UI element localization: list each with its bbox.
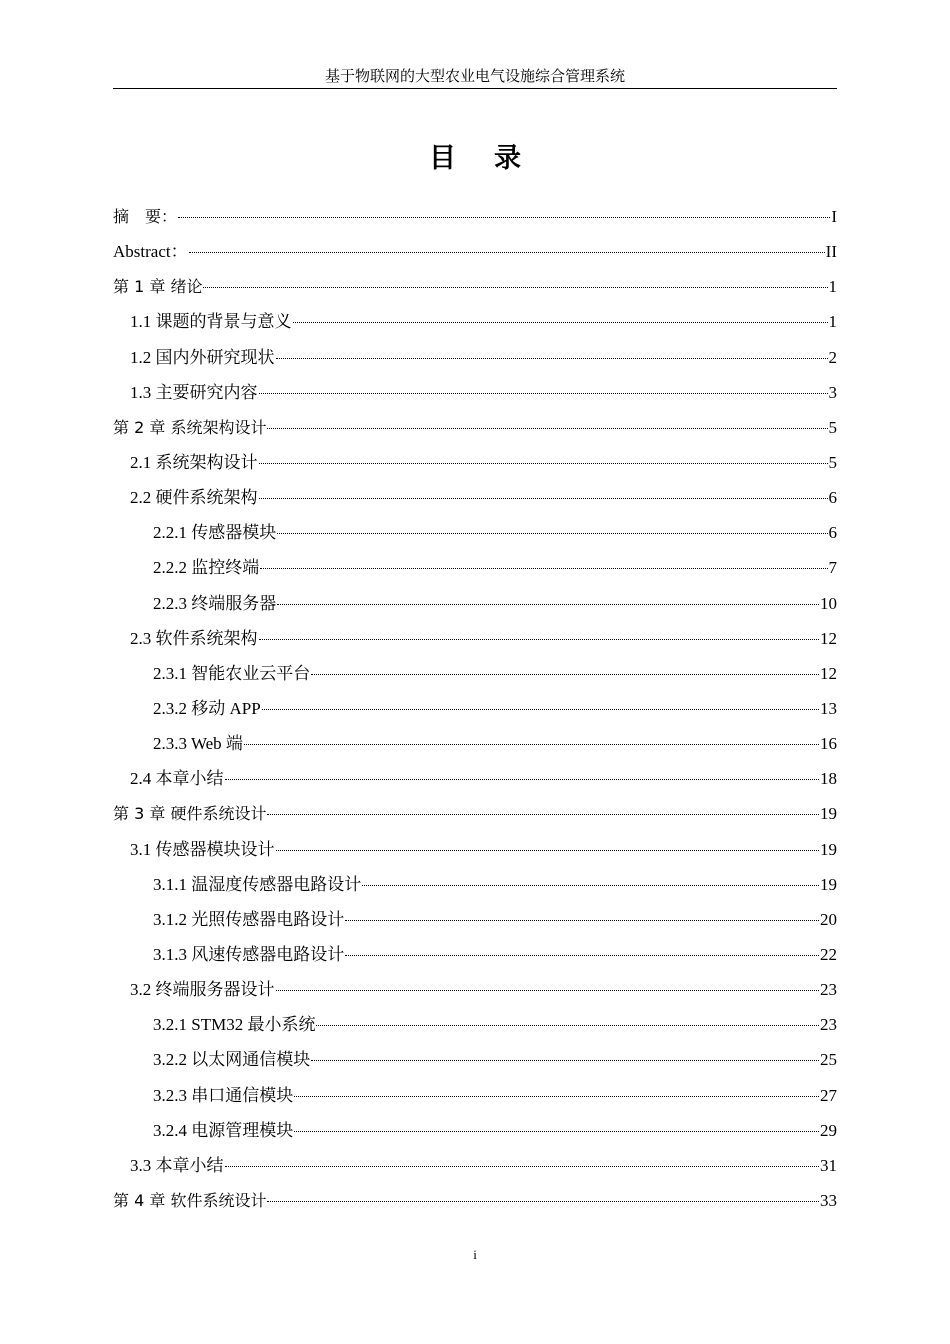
toc-entry[interactable] [113, 234, 837, 269]
toc-entry-page: II [825, 242, 837, 262]
dot-leader [277, 603, 819, 605]
toc-entry-label: 2.1 系统架构设计 [130, 452, 258, 472]
toc-entry-label: 1.3 主要研究内容 [130, 382, 258, 402]
toc-entry-label: 2.4 本章小结 [130, 769, 224, 789]
dot-leader [345, 919, 819, 921]
dot-leader [259, 462, 828, 464]
toc-entry-page: 20 [820, 909, 837, 929]
dot-leader [294, 1130, 819, 1132]
toc-entry-page: 12 [820, 628, 837, 648]
toc-entry[interactable] [113, 375, 837, 410]
toc-entry-page: 6 [828, 488, 837, 508]
toc-entry[interactable] [113, 410, 837, 445]
dot-leader [267, 813, 819, 815]
toc-entry-label: 3.2.2 以太网通信模块 [153, 1050, 311, 1070]
toc-entry-label: 3.2.4 电源管理模块 [153, 1120, 294, 1140]
toc-entry[interactable] [113, 445, 837, 480]
toc-entry-page: 10 [820, 593, 837, 613]
dot-leader [293, 321, 828, 323]
dot-leader [259, 392, 828, 394]
toc-entry-page: 22 [820, 944, 837, 964]
toc-entry[interactable] [113, 586, 837, 621]
dot-leader [189, 251, 825, 253]
toc-entry[interactable] [113, 902, 837, 937]
dot-leader [276, 989, 820, 991]
toc-entry[interactable] [113, 269, 837, 304]
toc-entry-page: 27 [820, 1085, 837, 1105]
dot-leader [345, 954, 819, 956]
toc-entry-label: 1.2 国内外研究现状 [130, 347, 275, 367]
toc-entry-label: 第 1 章 绪论 [113, 277, 203, 297]
toc-entry[interactable] [113, 656, 837, 691]
page-title: 目录 [429, 143, 559, 174]
toc-entry[interactable] [113, 621, 837, 656]
dot-leader [225, 778, 820, 780]
toc-entry-label: 1.1 课题的背景与意义 [130, 312, 292, 332]
footer-page-number: i [473, 1247, 477, 1262]
toc-entry-page: 1 [828, 277, 837, 297]
dot-leader [277, 532, 827, 534]
toc-entry-page: 19 [820, 874, 837, 894]
toc-entry-page: 7 [828, 558, 837, 578]
dot-leader [362, 884, 819, 886]
dot-leader [276, 849, 820, 851]
toc-entry[interactable] [113, 1183, 837, 1218]
dot-leader [267, 427, 827, 429]
toc-entry-label: 2.3 软件系统架构 [130, 628, 258, 648]
toc-entry-page: 5 [828, 452, 837, 472]
toc-entry[interactable] [113, 972, 837, 1007]
toc-entry-page: 25 [820, 1050, 837, 1070]
toc-entry-label: 3.2 终端服务器设计 [130, 980, 275, 1000]
toc-entry-label: 3.1.2 光照传感器电路设计 [153, 909, 345, 929]
toc-entry-label: 2.2.3 终端服务器 [153, 593, 277, 613]
toc-entry[interactable] [113, 796, 837, 831]
toc-entry[interactable] [113, 480, 837, 515]
toc-entry-label: 第 4 章 软件系统设计 [113, 1190, 267, 1210]
toc-entry[interactable] [113, 304, 837, 339]
toc-entry-page: 19 [820, 804, 837, 824]
toc-entry-page: 6 [828, 523, 837, 543]
toc-entry-label: 3.1.1 温湿度传感器电路设计 [153, 874, 362, 894]
dot-leader [276, 357, 828, 359]
dot-leader [203, 286, 827, 288]
toc-entry-label: 2.3.3 Web 端 [153, 734, 243, 754]
dot-leader [267, 1200, 819, 1202]
dot-leader [178, 216, 830, 218]
toc-entry[interactable] [113, 550, 837, 585]
toc-entry-label: 3.2.3 串口通信模块 [153, 1085, 294, 1105]
toc-entry-label: 2.3.1 智能农业云平台 [153, 663, 311, 683]
dot-leader [259, 638, 820, 640]
toc-entry[interactable] [113, 340, 837, 375]
toc-entry-label: 3.3 本章小结 [130, 1155, 224, 1175]
toc-entry-page: 3 [828, 382, 837, 402]
toc-entry[interactable] [113, 1007, 837, 1042]
table-of-contents [113, 199, 837, 1218]
toc-entry-page: 12 [820, 663, 837, 683]
header-title: 基于物联网的大型农业电气设施综合管理系统 [324, 69, 625, 85]
toc-entry-page: 5 [828, 417, 837, 437]
toc-entry-label: 第 3 章 硬件系统设计 [113, 804, 267, 824]
toc-entry[interactable] [113, 1078, 837, 1113]
page-footer [0, 1247, 950, 1263]
toc-entry[interactable] [113, 832, 837, 867]
toc-entry-page: I [831, 207, 837, 226]
dot-leader [244, 743, 819, 745]
toc-entry[interactable] [113, 726, 837, 761]
toc-entry[interactable] [113, 867, 837, 902]
toc-entry-page: 23 [820, 980, 837, 1000]
dot-leader [311, 1059, 819, 1061]
toc-entry-label: 3.1.3 风速传感器电路设计 [153, 944, 345, 964]
toc-entry[interactable] [113, 1148, 837, 1183]
toc-entry-page: 2 [828, 347, 837, 367]
toc-entry-page: 33 [820, 1190, 837, 1210]
running-header [113, 66, 837, 89]
toc-entry[interactable] [113, 691, 837, 726]
toc-entry-label: 摘 要： [113, 207, 178, 226]
toc-entry[interactable] [113, 1042, 837, 1077]
dot-leader [262, 708, 819, 710]
toc-entry[interactable] [113, 515, 837, 550]
toc-entry-label: 第 2 章 系统架构设计 [113, 417, 267, 437]
toc-entry[interactable] [113, 1113, 837, 1148]
toc-entry[interactable] [113, 761, 837, 796]
dot-leader [225, 1165, 820, 1167]
toc-entry-page: 23 [820, 1015, 837, 1035]
toc-entry-page: 19 [820, 839, 837, 859]
toc-entry-label: 3.2.1 STM32 最小系统 [153, 1015, 316, 1035]
toc-entry-label: 3.1 传感器模块设计 [130, 839, 275, 859]
toc-entry-label: Abstract： [113, 242, 188, 262]
toc-entry-label: 2.2.1 传感器模块 [153, 523, 277, 543]
dot-leader [316, 1024, 819, 1026]
toc-entry-page: 13 [820, 698, 837, 718]
toc-entry-page: 31 [820, 1155, 837, 1175]
dot-leader [311, 673, 819, 675]
toc-entry-page: 18 [820, 769, 837, 789]
dot-leader [259, 497, 828, 499]
toc-entry-label: 2.2 硬件系统架构 [130, 488, 258, 508]
dot-leader [294, 1095, 819, 1097]
toc-entry-label: 2.2.2 监控终端 [153, 558, 260, 578]
toc-entry[interactable] [113, 937, 837, 972]
toc-entry-label: 2.3.2 移动 APP [153, 698, 261, 718]
toc-entry-page: 29 [820, 1120, 837, 1140]
dot-leader [260, 567, 827, 569]
toc-entry[interactable] [113, 199, 837, 234]
toc-entry-page: 16 [820, 734, 837, 754]
toc-entry-page: 1 [828, 312, 837, 332]
